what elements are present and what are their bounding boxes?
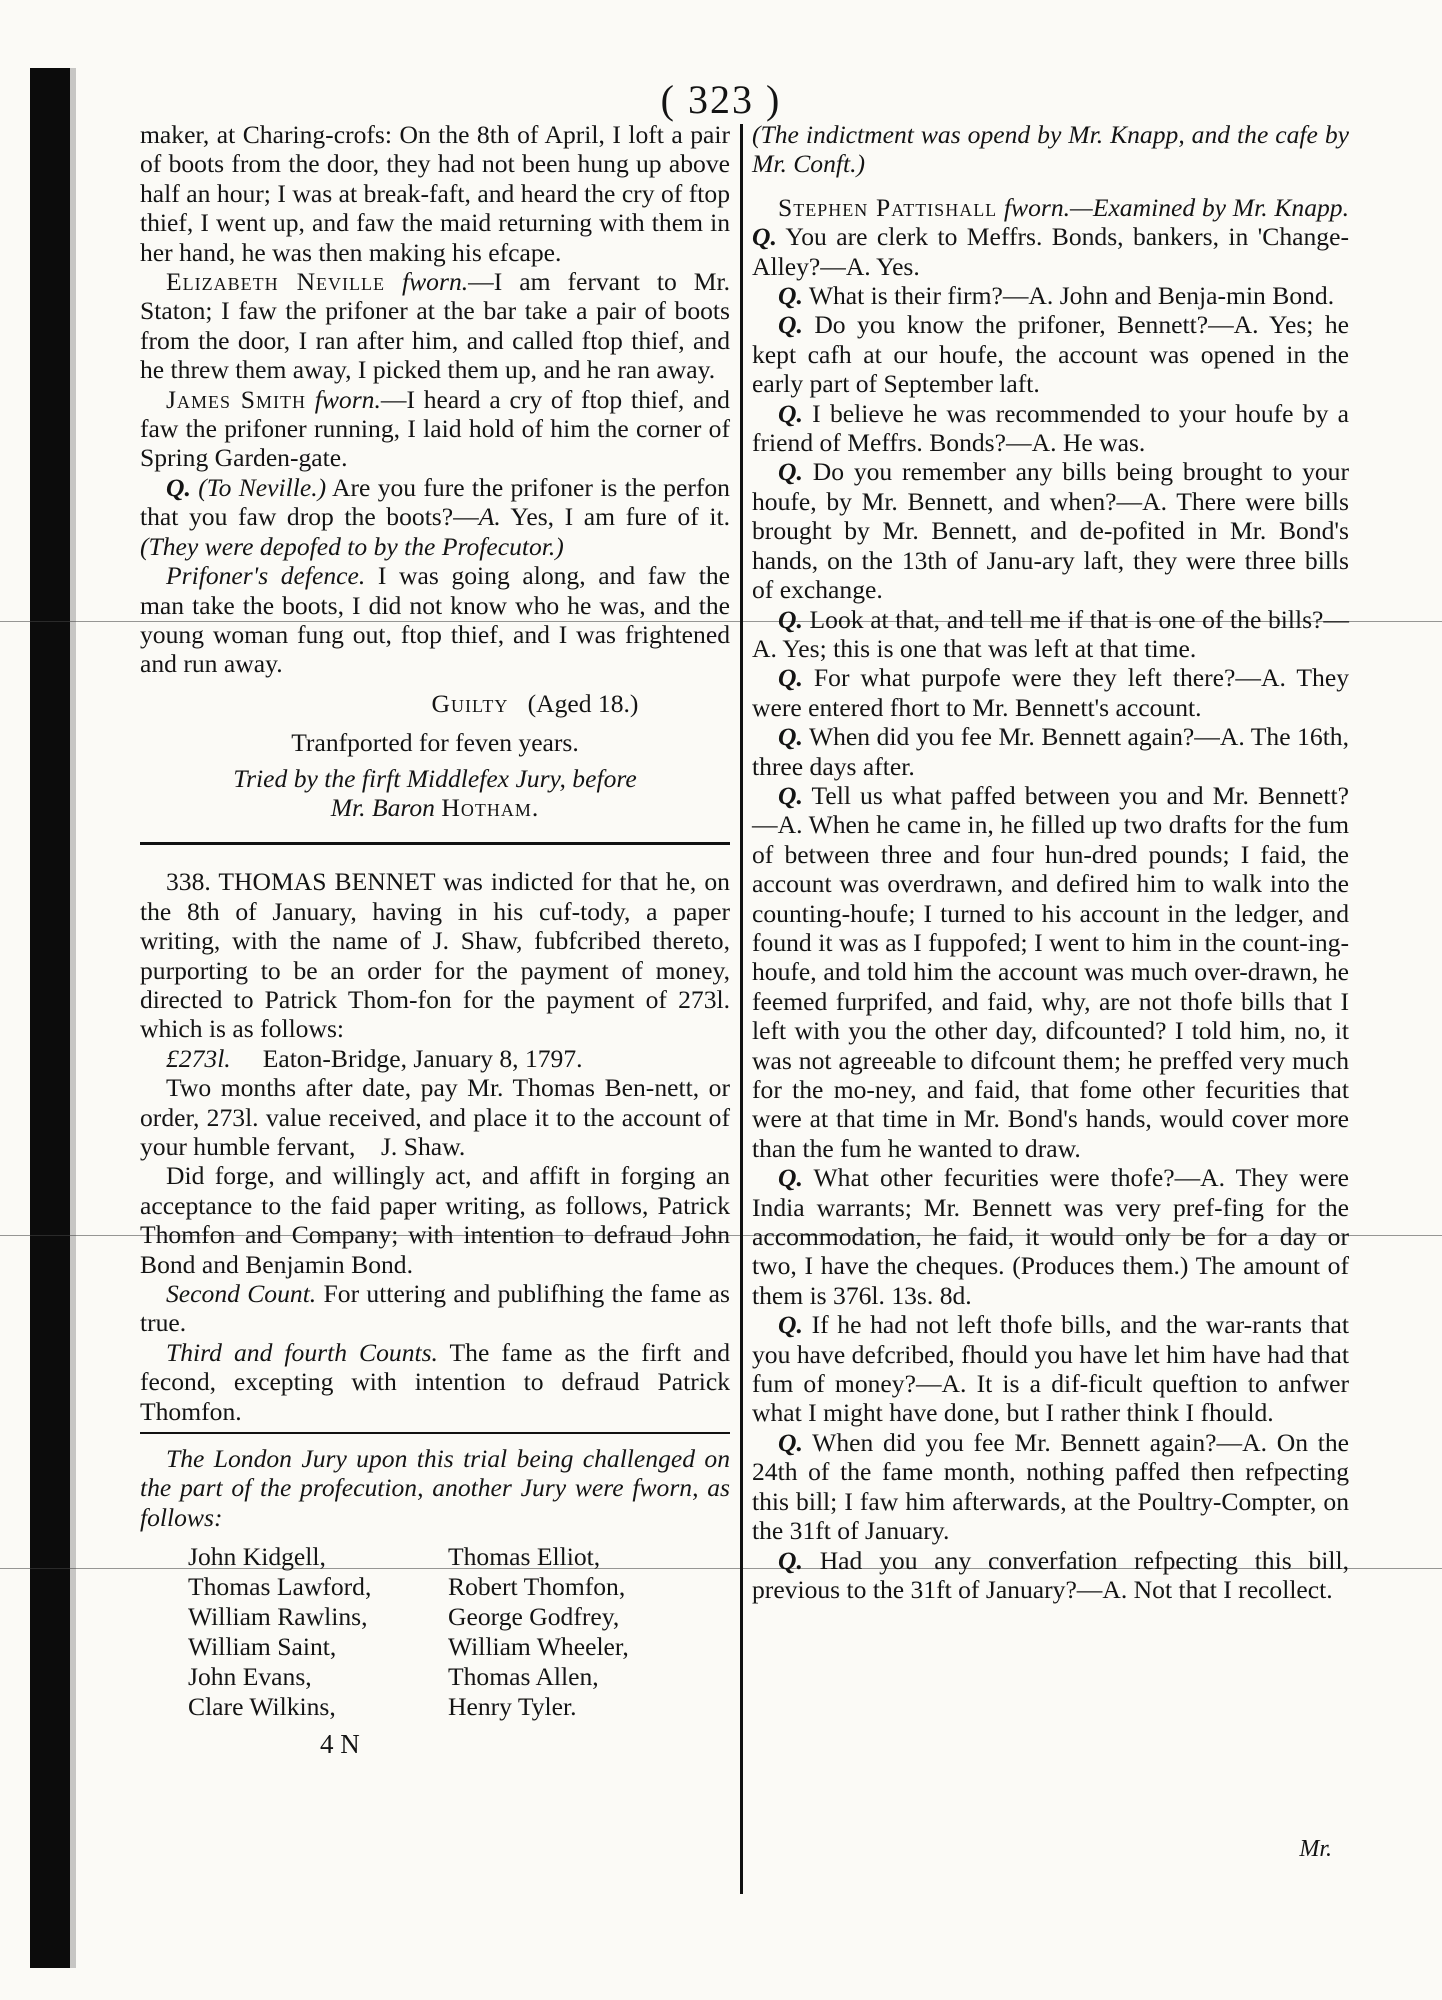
qa-text: When did you fee Mr. Bennett again?—A. The 16th, three days after.: [752, 722, 1350, 781]
addressee: (To Neville.): [198, 472, 327, 502]
qa-text: What other fecurities were thofe?—A. They were India warrants; Mr. Bennett was very pref-fing for the accommodation, he faid, it would only be for a day or two, I have the cheques. (Produces them.) The amount of them is 376l. 13s. 8d.: [752, 1163, 1349, 1310]
qa-paragraph: [752, 663, 1349, 722]
qa-text: When did you fee Mr. Bennett again?—A. On the 24th of the fame month, nothing paffed then refpecting this bill; I faw him afterwards, at the Poultry-Compter, on the 31ft of January.: [752, 1427, 1349, 1546]
witness-name: James Smith: [166, 384, 306, 414]
verdict-line: [140, 689, 730, 718]
bill-text: Two months after date, pay Mr. Thomas Ben-nett, or order, 273l. value received, and place it to the account of your humble fervant,: [140, 1073, 730, 1161]
qa-text: What is their firm?—A. John and Benja-min Bond.: [808, 281, 1335, 311]
case-heading: 338. THOMAS BENNET: [166, 867, 435, 897]
qa-paragraph: [752, 310, 1349, 398]
qa-text: Do you remember any bills being brought to your houfe, by Mr. Bennett, and when?—A. There were bills brought by Mr. Bennett, and de-pofited in Mr. Bond's hands, on the 13th of Janu-ary laft, they were three bills of exchange.: [752, 457, 1349, 605]
question-mark: Q.: [752, 222, 777, 252]
qa-paragraph: [752, 1163, 1349, 1310]
question-mark: Q.: [778, 780, 803, 810]
deposition-note: (They were depofed to by the Profecutor.): [140, 531, 564, 561]
juror-name: Clare Wilkins,: [188, 1692, 336, 1722]
qa-text: For what purpofe were they left there?—A. They were entered fhort to Mr. Bennett's account.: [752, 663, 1349, 722]
juror-name: Robert Thomfon,: [448, 1572, 626, 1602]
jury-note-text: The London Jury upon this trial being challenged on the part of the profecution, another Jury were fworn, as follows:: [140, 1444, 730, 1532]
question-mark: Q.: [778, 281, 803, 311]
signature-mark: 4 N: [320, 1729, 360, 1760]
defence-label: Prifoner's defence.: [166, 561, 366, 591]
bill-header: [140, 1044, 730, 1073]
bill-place: Eaton-Bridge, January 8, 1797.: [262, 1043, 583, 1073]
juror-list: [188, 1542, 730, 1722]
right-column: [752, 120, 1349, 1604]
sentence: Tranfported for feven years.: [291, 728, 579, 758]
qa-text: Do you know the prifoner, Bennett?—A. Yes; he kept cafh at our houfe, the account was opened in the early part of September laft.: [752, 310, 1349, 399]
left-column: [140, 120, 730, 1760]
defence-text: I was going along, and faw the man take the boots, I did not know who he was, and the young woman fung out, ftop thief, and I was frightened and run away.: [140, 561, 730, 679]
witness-name: Stephen Pattishall: [778, 192, 998, 222]
sworn-label: fworn.: [402, 267, 469, 297]
tried-by-text: Tried by the firft Middlefex Jury, before: [233, 763, 637, 793]
bill-amount: £273l.: [166, 1043, 231, 1073]
question-paragraph: [140, 473, 730, 561]
juror-name: John Kidgell,: [188, 1542, 326, 1572]
answer-text: Yes, I am fure of it.: [510, 502, 730, 532]
qa-text: I believe he was recommended to your houfe by a friend of Meffrs. Bonds?—A. He was.: [752, 398, 1349, 458]
age: (Aged 18.): [527, 688, 639, 718]
qa-text: If he had not left thofe bills, and the war-rants that you have defcribed, fhould you have let him have had that fum of money?—A. It is a dif-ficult queftion to anfwer what I might have done, but I rather think I fhould.: [752, 1310, 1349, 1428]
book-spine: [30, 68, 70, 1968]
testimony-text: —I heard a cry of ftop thief, and faw the prifoner running, I laid hold of him the corner of Spring Garden-gate.: [140, 384, 730, 473]
case-text: was indicted for that he, on the 8th of January, having in his cuf-tody, a paper writing, with the name of J. Shaw, fubfcribed thereto, purporting to be an order for the payment of money, directed to Patrick Thom-fon for the payment of 273l. which is as follows:: [140, 867, 730, 1044]
question-mark: Q.: [778, 310, 803, 340]
sworn-label: fworn.: [314, 384, 381, 414]
judge-prefix: Mr. Baron: [330, 792, 435, 822]
juror-name: Thomas Lawford,: [188, 1572, 372, 1602]
qa-paragraph: [752, 722, 1349, 781]
count-text: For uttering and publifhing the fame as true.: [140, 1279, 730, 1338]
testimony-text: —I am fervant to Mr. Staton; I faw the prifoner at the bar take a pair of boots from the door, I ran after him, and called ftop thief, and he threw them away, I picked them up, and he ran away.: [140, 267, 731, 385]
qa-text: Had you any converfation refpecting this bill, previous to the 31ft of January?—A. Not that I recollect.: [752, 1545, 1349, 1604]
count-text: The fame as the firft and fecond, excepting with intention to defraud Patrick Thomfon.: [140, 1337, 731, 1426]
qa-paragraph: [752, 605, 1349, 664]
qa-paragraph: [752, 1310, 1349, 1428]
sworn-label: fworn.—Examined by Mr. Knapp.: [1003, 192, 1349, 222]
question-mark: Q.: [778, 1427, 803, 1457]
qa-paragraph: [752, 281, 1349, 310]
count-label: Second Count.: [166, 1279, 317, 1309]
qa-text: Look at that, and tell me if that is one of the bills?—A. Yes; this is one that was left at that time.: [752, 604, 1349, 663]
catchword: Mr.: [1299, 1836, 1332, 1862]
defence-paragraph: [140, 561, 730, 679]
question-mark: Q.: [778, 663, 803, 693]
tried-by: [140, 764, 730, 793]
qa-paragraph: [752, 399, 1349, 458]
page-number: ( 323 ): [660, 77, 782, 122]
bill-signed: J. Shaw.: [380, 1132, 466, 1161]
judge-name: Hotham.: [441, 792, 540, 822]
jury-note: [140, 1444, 730, 1532]
juror-name: Thomas Allen,: [448, 1662, 599, 1692]
testimony-paragraph: maker, at Charing-crofs: On the 8th of April, I loft a pair of boots from the door, they had not been hung up above half an hour; I was at break-faft, and heard the cry of ftop thief, I went up, and faw the maid returning with them in her hand, he was then making his efcape.: [140, 120, 730, 267]
qa-paragraph: [752, 1546, 1349, 1605]
case-opening: [752, 120, 1349, 179]
third-count: [140, 1338, 730, 1426]
question-mark: Q.: [778, 1545, 803, 1575]
column-divider: [740, 124, 743, 1894]
qa-text: Tell us what paffed between you and Mr. Bennett?—A. When he came in, he filled up two drafts for the fum of between three and four hun-dred pounds; I faid, the account was overdrawn, and defired him to walk into the counting-houfe; I turned to his account in the ledger, and found it was as I fuppofed; I went to him in the count-ing-houfe, and told him the account was much over-drawn, he feemed furprifed, and faid, why, are not thofe bills that I left with you the other day, difcounted? I told him, no, it was not agreeable to difcount them; he preffed very much for the mo-ney, and faid, that fome other fecurities that were at that time in Mr. Bond's hands, would cover more than the fum he wanted to draw.: [752, 780, 1349, 1163]
juror-name: William Wheeler,: [448, 1632, 629, 1662]
qa-paragraph: [752, 781, 1349, 1163]
spine-shadow: [70, 68, 76, 1968]
juror-name: John Evans,: [188, 1662, 312, 1692]
judge-line: [140, 793, 730, 822]
case-opening-text: (The indictment was opend by Mr. Knapp, and the cafe by Mr. Conft.): [752, 120, 1349, 179]
juror-name: William Rawlins,: [188, 1602, 368, 1632]
question-mark: Q.: [778, 722, 803, 752]
juror-name: Thomas Elliot,: [448, 1542, 601, 1572]
witness-paragraph: [752, 193, 1349, 281]
question-mark: Q.: [778, 457, 803, 487]
question-mark: Q.: [166, 472, 191, 502]
verdict: Guilty: [431, 688, 509, 718]
second-count: [140, 1279, 730, 1338]
witness-paragraph: [140, 385, 730, 473]
answer-mark: A.: [478, 502, 501, 532]
section-rule: [140, 842, 730, 845]
case-indictment: [140, 867, 730, 1043]
section-rule: [140, 1432, 730, 1434]
forge-text: Did forge, and willingly act, and affift in forging an acceptance to the faid paper writing, as follows, Patrick Thomfon and Company; with intention to defraud John Bond and Benjamin Bond.: [140, 1161, 730, 1279]
witness-paragraph: [140, 267, 730, 385]
question-text: Are you fure the prifoner is the perfon that you faw drop the boots?—: [140, 472, 730, 532]
juror-name: Henry Tyler.: [448, 1692, 577, 1722]
count-label: Third and fourth Counts.: [166, 1337, 438, 1367]
bill-body: [140, 1073, 730, 1161]
qa-paragraph: [752, 1428, 1349, 1546]
question-mark: Q.: [778, 1163, 803, 1193]
question-mark: Q.: [778, 398, 803, 428]
question-mark: Q.: [778, 604, 803, 634]
qa-text: You are clerk to Meffrs. Bonds, bankers, in 'Change-Alley?—A. Yes.: [752, 222, 1349, 281]
juror-name: William Saint,: [188, 1632, 337, 1662]
qa-paragraph: [752, 457, 1349, 604]
juror-name: George Godfrey,: [448, 1602, 620, 1632]
question-mark: Q.: [778, 1310, 803, 1340]
witness-name: Elizabeth Neville: [166, 267, 386, 297]
